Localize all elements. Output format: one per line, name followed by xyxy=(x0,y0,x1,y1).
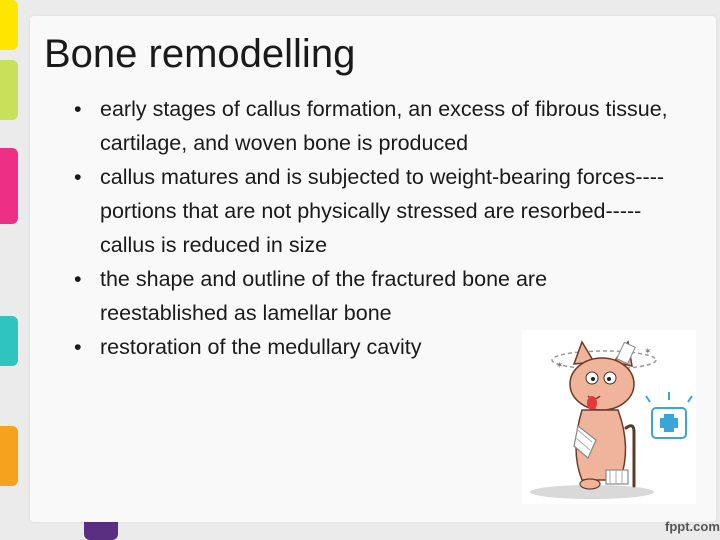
bullet-dot: • xyxy=(74,165,82,189)
first-aid-kit-icon xyxy=(646,392,692,438)
deco-bar-green xyxy=(0,60,18,120)
svg-text:✶: ✶ xyxy=(644,347,652,357)
bullet-item xyxy=(74,92,674,160)
svg-text:✶: ✶ xyxy=(556,361,564,371)
bullet-dot: • xyxy=(74,267,82,291)
deco-bar-pink xyxy=(0,148,18,224)
bullet-item xyxy=(74,262,674,330)
bullet-item xyxy=(74,160,674,262)
slide-title: Bone remodelling xyxy=(44,32,356,76)
deco-bar-orange xyxy=(0,426,18,486)
bullet-text: the shape and outline of the fractured bone are reestablished as lamellar bone xyxy=(100,267,548,325)
bullet-dot: • xyxy=(74,97,82,121)
bullet-text: restoration of the medullary cavity xyxy=(100,335,422,359)
bullet-dot: • xyxy=(74,335,82,359)
injured-cat-picture xyxy=(522,330,696,504)
watermark: fppt.com xyxy=(665,519,720,534)
injured-cat-cartoon-icon xyxy=(522,330,696,504)
deco-bar-yellow xyxy=(0,0,18,50)
bullet-list xyxy=(74,92,674,364)
deco-bar-teal xyxy=(0,316,18,366)
bullet-text: callus matures and is subjected to weight-bearing forces----portions that are not physically stressed are resorbed-----callus is reduced in size xyxy=(100,165,665,257)
bullet-text: early stages of callus formation, an excess of fibrous tissue, cartilage, and woven bone is produced xyxy=(100,97,668,155)
